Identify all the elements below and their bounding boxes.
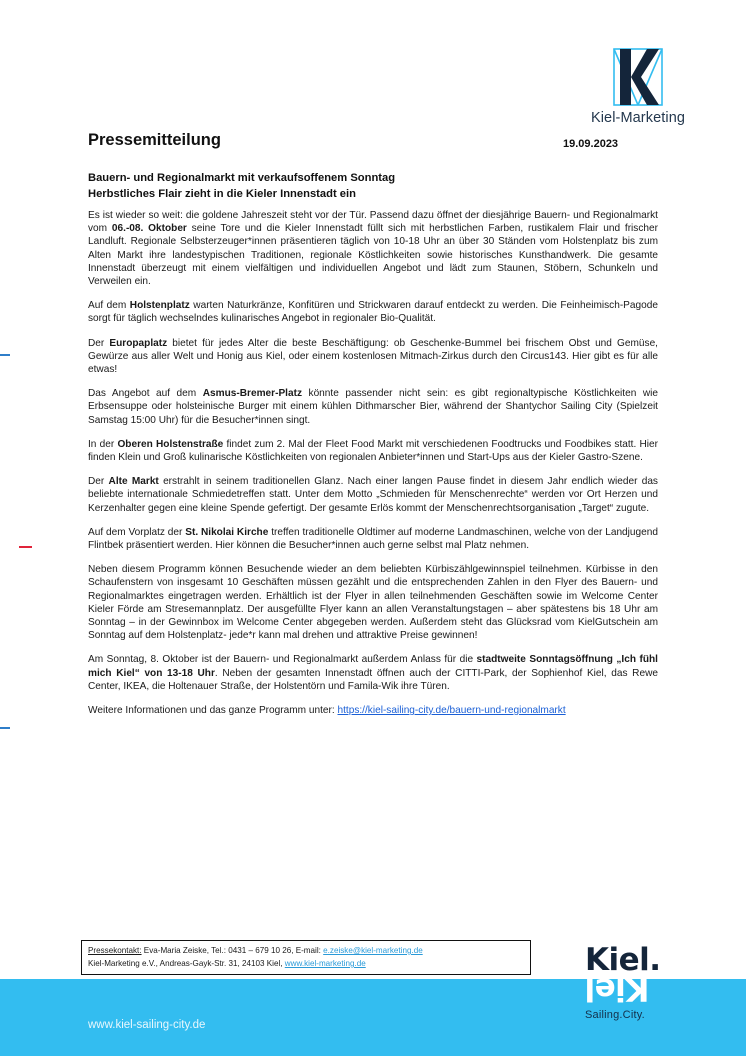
paragraph-intro: Es ist wieder so weit: die goldene Jahreszeit steht vor der Tür. Passend dazu öffnet der diesjährige Bauern- und Regionalmarkt vom 06.-08. Oktober seine Tore und die Kieler Innenstadt füllt sich mit herbstlichen Farben, rustikalem Flair und frischer Landluft. Regionale Selbsterzeuger*innen präsentieren täglich von 10-18 Uhr an über 30 Ständen vom Holstenplatz bis zum Alten Markt ihre landestypischen Traditionen, regionale Köstlichkeiten sowie historisches Kunsthandwerk. Die gesamte Innenstadt überzeugt mit einem vielfältigen und individuellen Angebot und lädt zum Staunen, Stöbern, Schunkeln und Verweilen ein. <box>88 210 658 288</box>
paragraph-europaplatz: Der Europaplatz bietet für jedes Alter die beste Beschäftigung: ob Geschenke-Bummel bei frischem Obst und Gemüse, Gewürze aus aller Welt und Honig aus Kiel, oder einem kostenlosen Mitmach-Zirkus durch den Circus143. Hier gibt es für alle etwas! <box>88 337 658 376</box>
margin-fold-mark <box>0 727 10 729</box>
paragraph-holstenplatz: Auf dem Holstenplatz warten Naturkränze, Konfitüren und Strickwaren darauf entdeckt zu werden. Die Feinheimisch-Pagode sorgt für täglich wechselndes kulinarisches Angebot in regionaler Bio-Qualität. <box>88 300 658 325</box>
paragraph-holstenstrasse: In der Oberen Holstenstraße findet zum 2. Mal der Fleet Food Markt mit verschiedenen Foodtrucks und Foodbikes statt. Hier finden Klein und Groß kulinarische Köstlichkeiten von regionalen Anbieter*innen und Start-Ups aus der Kieler Gastro-Szene. <box>88 438 658 464</box>
footer-url[interactable]: www.kiel-sailing-city.de <box>88 1019 206 1031</box>
paragraph-nikolai-kirche: Auf dem Vorplatz der St. Nikolai Kirche treffen traditionelle Oldtimer auf moderne Landmaschinen, welche von der Landjugend Flintbek präsentiert werden. Hier können die Besucher*innen auch gerne selbst mal Platz nehmen. <box>88 526 658 552</box>
margin-fold-mark <box>0 354 10 356</box>
press-contact-box <box>81 940 531 975</box>
paragraph-gewinnspiel: Neben diesem Programm können Besuchende wieder an dem beliebten Kürbiszählgewinnspiel teilnehmen. Kürbisse in den Schaufenstern von insgesamt 10 Geschäften müssen gezählt und die entsprechenden Zahlen in den Flyer des Bauern- und Regionalmarktes eingetragen werden. Erhältlich ist der Flyer in allen teilnehmenden Geschäften sowie im Welcome Center Kieler Förde am Stresemannplatz. Der ausgefüllte Flyer kann an allen Veranstaltungstagen – aber spätestens bis 18 Uhr am Sonntag – in der Gewinnbox im Welcome Center abgegeben werden. Außerdem steht das Glücksrad vom KielGutschein am Sonntag auf dem Holstenplatz- jede*r kann mal drehen und attraktive Preise gewinnen! <box>88 564 658 642</box>
paragraph-alter-markt: Der Alte Markt erstrahlt in seinem traditionellen Glanz. Nach einer langen Pause findet in diesem Jahr endlich wieder das beliebte internationale Schmiedetreffen statt. Unter dem Motto „Schmieden für Menschenrechte“ werden vor Ort Herzen und Kerzenhalter gegen eine kleine Spende gefertigt. Der gesamte Erlös kommt der Menschenrechtsorganisation „Target“ zugute. <box>88 476 658 514</box>
kiel-sailing-city-logo <box>585 942 675 1021</box>
page-title: Pressemitteilung <box>88 131 221 149</box>
press-release-body <box>88 209 658 728</box>
subheadline-line-1: Bauern- und Regionalmarkt mit verkaufsoffenem Sonntag <box>88 172 396 184</box>
paragraph-asmus-bremer-platz: Das Angebot auf dem Asmus-Bremer-Platz könnte passender nicht sein: es gibt regionaltypische Köstlichkeiten wie Erbsensuppe oder holsteinische Burger mit einem kühlen Dithmarscher Bier, während der Shantychor Sailing City (Spielzeit Samstag 15:00 Uhr) für die Besucher*innen singt. <box>88 388 658 426</box>
k-monogram-icon <box>613 48 663 106</box>
kiel-marketing-logo <box>578 48 698 126</box>
release-date: 19.09.2023 <box>563 138 619 150</box>
margin-punch-mark <box>19 546 32 548</box>
subheadline <box>88 170 395 202</box>
logo-mirror-wordmark: Kiel <box>585 971 650 1007</box>
brand-name: Kiel-Marketing <box>590 110 686 126</box>
subheadline-line-2: Herbstliches Flair zieht in die Kieler Innenstadt ein <box>88 188 356 200</box>
paragraph-sonntagsoeffnung: Am Sonntag, 8. Oktober ist der Bauern- und Regionalmarkt außerdem Anlass für die stadtweite Sonntagsöffnung „Ich fühl mich Kiel“ von 13-18 Uhr. Neben der gesamten Innenstadt öffnen auch der CITTI-Park, der Sophienhof Kiel, das Rewe Center, IKEA, die Holtenauer Straße, der Holstentörn und Famila-Wik ihre Türen. <box>88 654 658 692</box>
contact-website-link[interactable]: www.kiel-marketing.de <box>284 959 366 968</box>
program-link[interactable]: https://kiel-sailing-city.de/bauern-und-regionalmarkt <box>337 705 566 717</box>
contact-line-2: Kiel-Marketing e.V., Andreas-Gayk-Str. 31, 24103 Kiel, www.kiel-marketing.de <box>88 959 366 968</box>
paragraph-more-info: Weitere Informationen und das ganze Programm unter: https://kiel-sailing-city.de/bauern-und-regionalmarkt <box>88 705 566 717</box>
logo-tagline: Sailing.City. <box>585 1009 645 1021</box>
contact-label: Pressekontakt: <box>88 946 142 955</box>
contact-email-link[interactable]: e.zeiske@kiel-marketing.de <box>323 946 423 955</box>
contact-line-1: Pressekontakt: Eva-Maria Zeiske, Tel.: 0431 – 679 10 26, E-mail: e.zeiske@kiel-marketing.de <box>88 946 423 955</box>
logo-wordmark: Kiel. <box>585 942 661 978</box>
